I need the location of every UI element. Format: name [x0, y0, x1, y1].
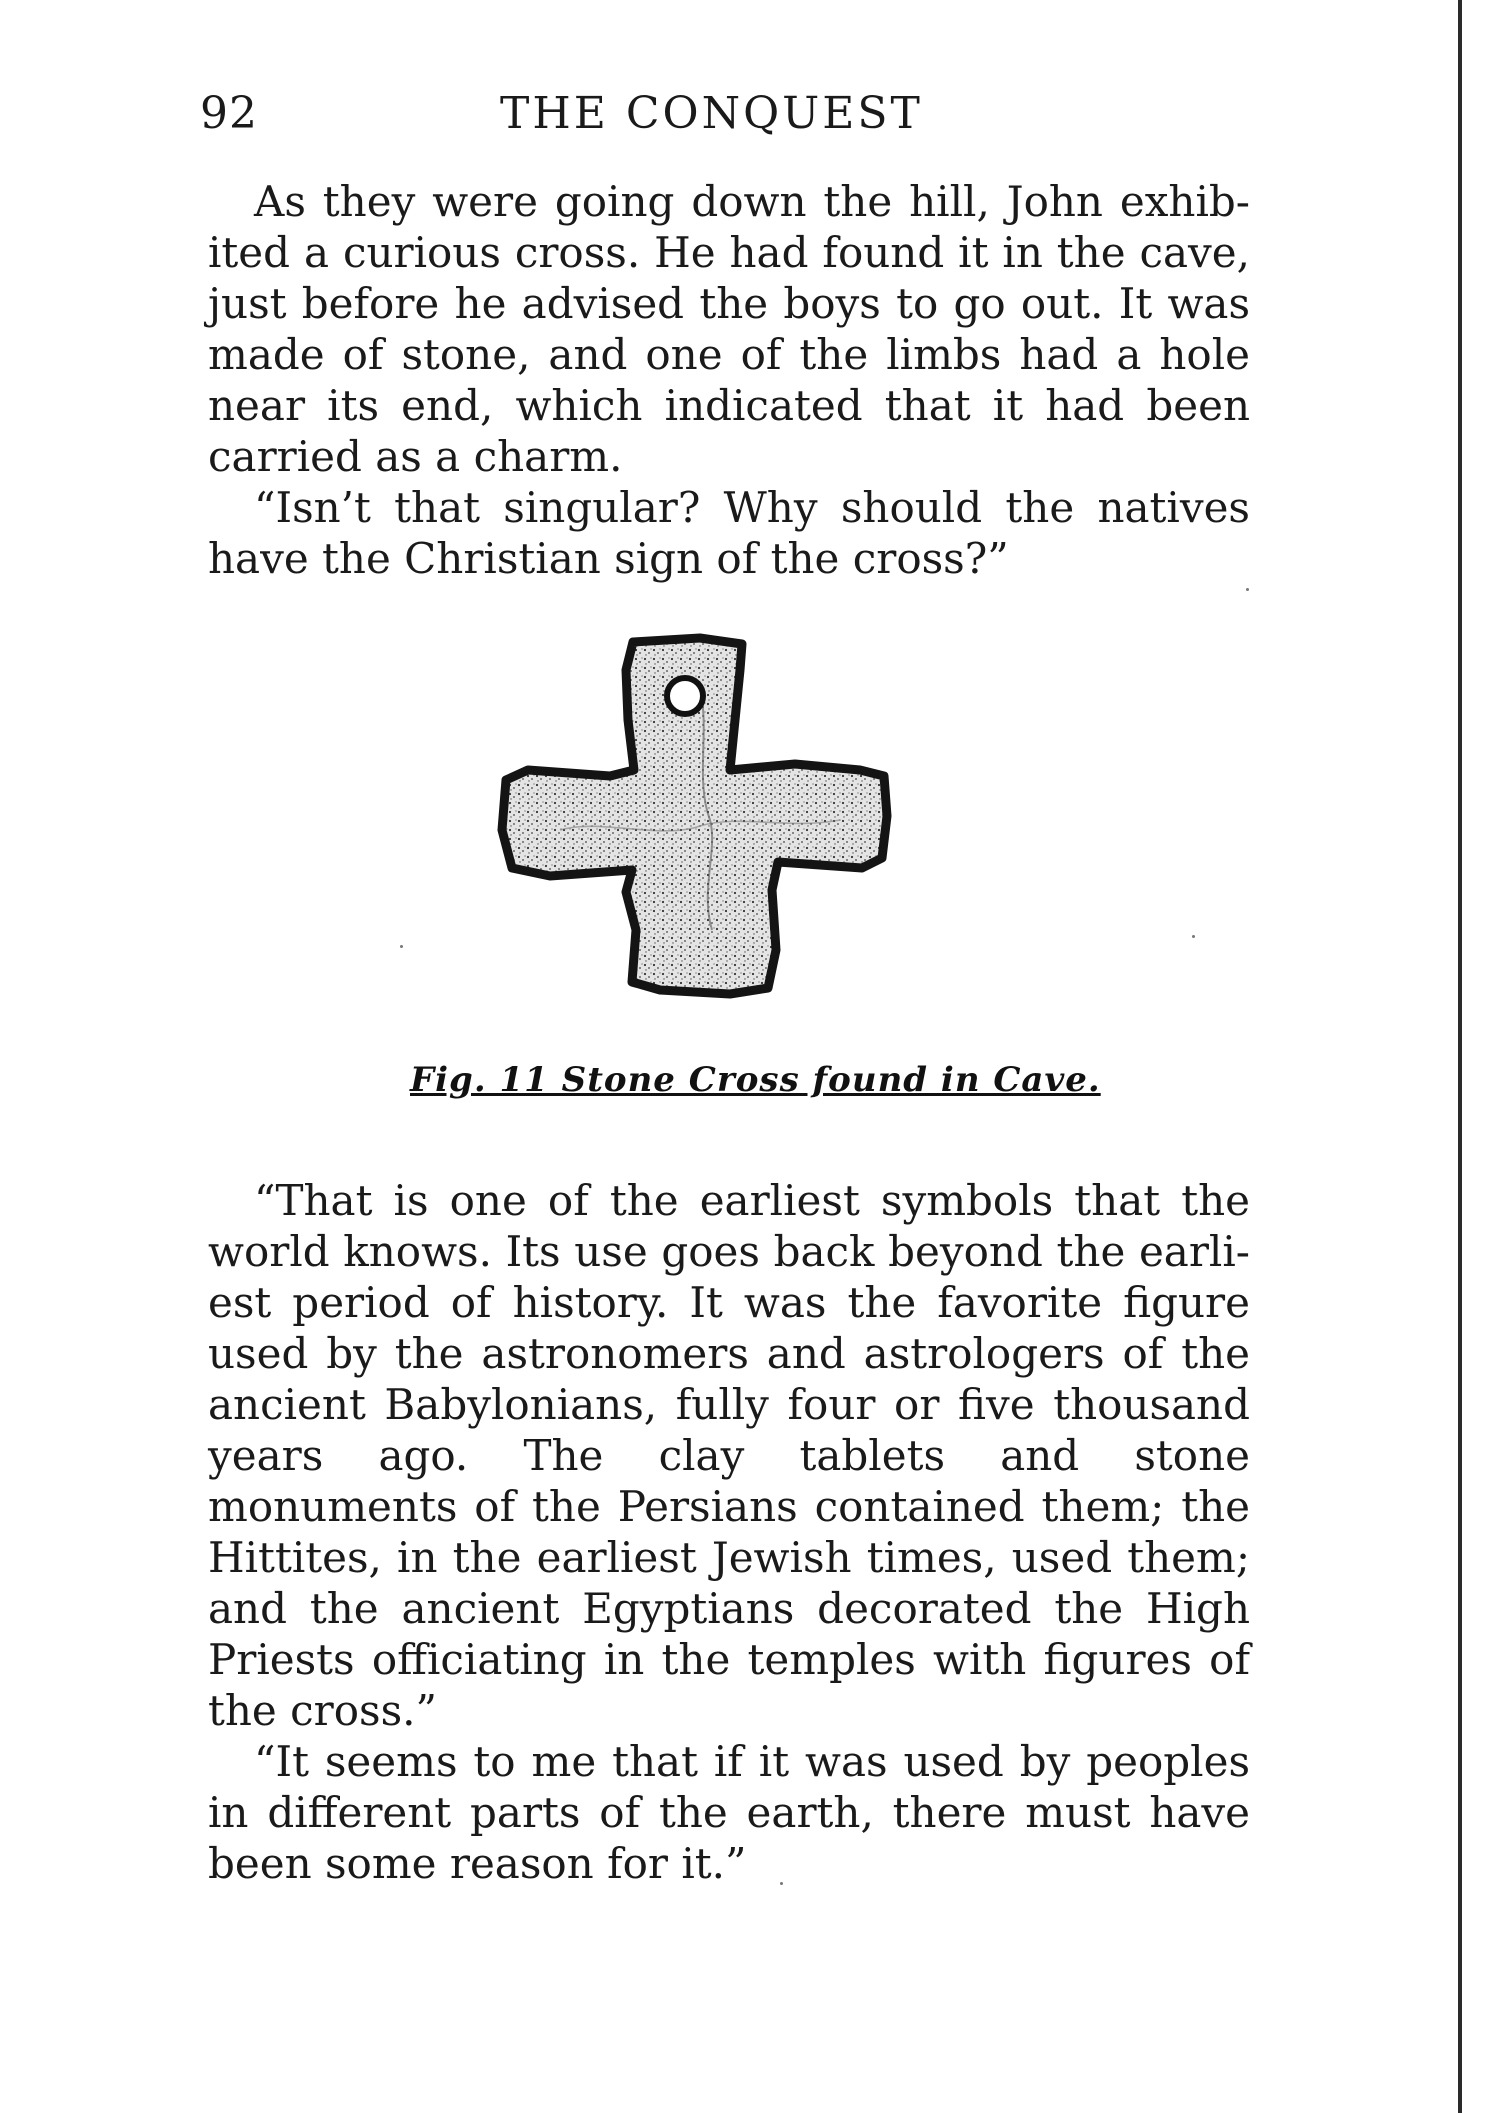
body-text-top: [208, 176, 1250, 584]
paragraph: “Isn’t that singular? Why should the natives have the Christian sign of the cross?”: [208, 483, 1250, 583]
page-number: 92: [200, 88, 258, 139]
paragraph: “It seems to me that if it was used by peoples in different parts of the earth, there must have been some reason for it.”: [208, 1737, 1250, 1888]
paragraph: “That is one of the earliest symbols that the world knows. Its use goes back beyond the earliest period of history. It was the favorite figure used by the astronomers and astrologers of the ancient Babylonians, fully four or five thousand years ago. The clay tablets and stone monuments of the Persians contained them; the Hittites, in the earliest Jewish times, used them; and the ancient Egyptians decorated the High Priests officiating in the temples with figures of the cross.”: [208, 1176, 1250, 1735]
paper-speck: [1192, 935, 1195, 938]
page-edge-shadow: [1458, 0, 1462, 2113]
figure-caption: Fig. 11 Stone Cross found in Cave.: [410, 1060, 1101, 1100]
running-title: THE CONQUEST: [500, 88, 923, 139]
cross-hole: [667, 678, 703, 714]
paper-speck: [400, 945, 403, 948]
page-header: [200, 88, 1250, 148]
paper-speck: [780, 1882, 783, 1885]
paragraph: As they were going down the hill, John exhibited a curious cross. He had found it in the cave, just before he advised the boys to go out. It was made of stone, and one of the limbs had a hole near its end, which indicated that it had been carried as a charm.: [208, 177, 1250, 481]
body-text-bottom: [208, 1175, 1250, 1889]
paper-speck: [1246, 588, 1249, 591]
stone-cross-illustration: [400, 630, 1080, 1060]
